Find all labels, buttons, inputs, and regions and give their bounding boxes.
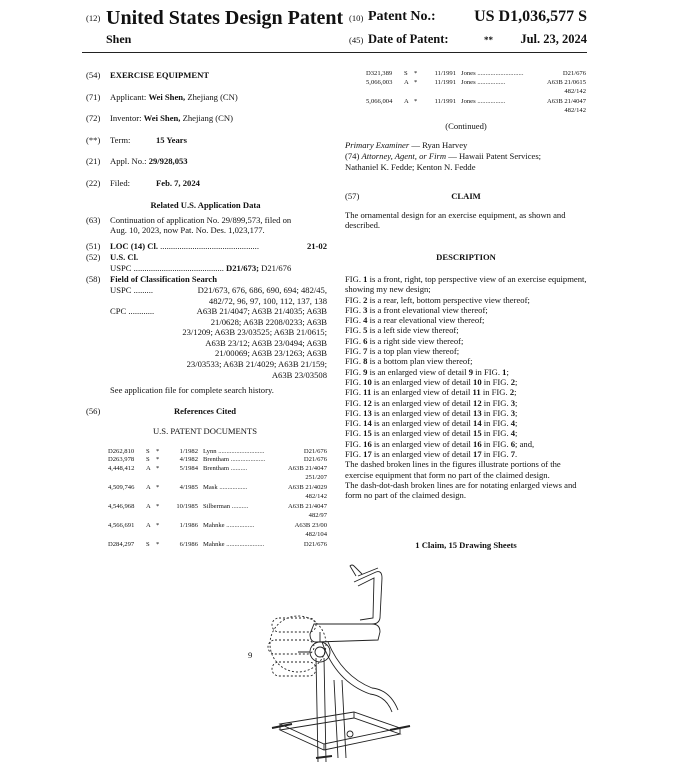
pivot-gear <box>310 642 330 662</box>
attorney-label: Attorney, Agent, or Firm <box>361 151 447 161</box>
search-cpc-line: A63B 23/12; A63B 23/0494; A63B <box>205 337 327 348</box>
reference-class-cont: 482/97 <box>308 512 327 519</box>
patent-number: US D1,036,577 S <box>474 8 587 25</box>
appl-no-value: 29/928,053 <box>148 156 188 166</box>
fig-text: is a rear elevational view thereof; <box>367 315 485 326</box>
search-cpc-line: A63B 21/4047; A63B 21/4035; A63B <box>196 306 327 316</box>
reference-star: * <box>156 465 160 472</box>
search-uspc-dots: ......... <box>133 285 153 295</box>
reference-dots: ................. <box>219 484 248 491</box>
ref-fig-number: 4 <box>510 428 516 439</box>
fig-text: is an enlarged view of detail <box>367 366 469 377</box>
primary-examiner-label: Primary Examiner <box>345 140 410 150</box>
fig-prefix: FIG. <box>345 397 364 408</box>
reference-dots: ....................... <box>226 541 265 548</box>
fig-text: in FIG. <box>481 407 511 418</box>
reference-kind: A <box>146 465 151 472</box>
reference-class: D21/676 <box>303 456 327 463</box>
reference-date: 4/1982 <box>179 456 198 463</box>
fig-number: 2 <box>363 294 368 305</box>
loc-field <box>110 241 259 252</box>
header-rule <box>82 52 587 53</box>
search-cpc-dots: ............ <box>128 306 155 316</box>
reference-name <box>203 541 264 549</box>
fig-text: is an enlarged view of detail <box>371 418 474 429</box>
fig-prefix: FIG. <box>345 366 364 377</box>
us-cl-uspc <box>110 263 291 274</box>
reference-class-cont: 482/104 <box>305 531 327 538</box>
fig-end: . <box>515 449 518 460</box>
reference-number: D262,810 <box>108 448 135 455</box>
detail-number: 13 <box>473 407 482 418</box>
reference-star: * <box>156 484 160 491</box>
fig-text: in FIG. <box>481 376 511 387</box>
applicant-label: Applicant: <box>110 92 147 102</box>
detail-label: 9 <box>248 650 253 660</box>
reference-kind: A <box>404 79 409 86</box>
figure-description <box>345 346 587 356</box>
inid-code-52: (52) <box>86 252 101 262</box>
reference-star: * <box>414 98 418 105</box>
figure-description <box>345 315 587 325</box>
figure-description <box>345 398 587 408</box>
reference-name-text: Jones <box>461 98 476 105</box>
date-of-patent: Jul. 23, 2024 <box>520 32 587 46</box>
reference-name-text: Silberman <box>203 503 231 510</box>
fig-end: ; <box>515 428 518 439</box>
search-cpc-line: 21/00069; A63B 23/1263; A63B <box>215 348 327 359</box>
search-cpc-line: A63B 23/03508 <box>271 369 327 380</box>
fig-prefix: FIG. <box>345 304 364 315</box>
reference-kind: S <box>146 456 150 463</box>
reference-date: 1/1982 <box>179 448 198 455</box>
references-heading: References Cited <box>173 406 237 416</box>
us-cl-uspc-bold: D21/673; <box>226 263 259 273</box>
loc-dots: .............................................. <box>160 241 259 251</box>
loc-label: LOC (14) Cl. <box>110 241 158 251</box>
ref-fig-number: 7 <box>510 449 516 460</box>
figure-description <box>345 336 587 346</box>
reference-star: * <box>414 79 418 86</box>
reference-class: A63B 23/00 <box>294 522 327 529</box>
fig-number: 8 <box>363 356 368 367</box>
detail-number: 17 <box>473 449 482 460</box>
reference-date: 11/1991 <box>434 70 456 77</box>
fig-text: in FIG. <box>481 449 511 460</box>
design-title: EXERCISE EQUIPMENT <box>110 70 210 80</box>
fig-number: 16 <box>363 438 372 449</box>
inid-code-22: (22) <box>86 178 101 188</box>
us-cl-uspc-rest: D21/676 <box>261 263 292 273</box>
inid-code-56: (56) <box>86 406 101 416</box>
figure-description <box>345 367 587 377</box>
reference-number: D321,389 <box>366 70 393 77</box>
fig-text: is a front elevational view thereof; <box>367 304 488 315</box>
fig-end: ; <box>515 376 518 387</box>
claims-sheets-summary: 1 Claim, 15 Drawing Sheets <box>415 540 517 550</box>
figure-description <box>345 295 587 305</box>
fig-prefix: FIG. <box>345 449 364 460</box>
figure-description <box>345 449 587 459</box>
reference-star: * <box>156 541 160 548</box>
reference-star: * <box>156 503 160 510</box>
detail-number: 12 <box>473 397 482 408</box>
figure-description <box>345 377 587 387</box>
fig-prefix: FIG. <box>345 438 364 449</box>
ref-fig-number: 6 <box>510 438 516 449</box>
term-value: 15 Years <box>156 135 187 145</box>
fig-prefix: FIG. <box>345 274 364 284</box>
fig-number: 10 <box>363 376 372 387</box>
reference-class-cont: 482/142 <box>564 88 586 95</box>
foam-roller-upper <box>272 618 316 632</box>
continuation-line-1: Continuation of application No. 29/899,573, filed on <box>110 215 292 225</box>
inid-code-12: (12) <box>86 13 101 23</box>
document-title: United States Design Patent <box>106 7 344 29</box>
reference-name-text: Lynn <box>203 448 217 455</box>
detail-number: 9 <box>468 366 474 377</box>
reference-name <box>203 448 264 456</box>
reference-star: * <box>156 456 160 463</box>
detail-number: 15 <box>473 428 482 439</box>
fig-text: is a right side view thereof; <box>367 335 464 346</box>
inid-code-51: (51) <box>86 241 101 251</box>
inventor-field <box>110 113 233 124</box>
inventor-surname: Shen <box>106 32 132 46</box>
ref-fig-number: 1 <box>502 366 507 377</box>
term-extension-mark: ** <box>484 35 493 45</box>
figure-description <box>345 418 587 428</box>
fig-text: in FIG. <box>481 428 511 439</box>
search-cpc-line: 23/1209; A63B 23/03525; A63B 21/0615; <box>182 327 327 338</box>
fig-prefix: FIG. <box>345 376 364 387</box>
loc-value: 21-02 <box>306 241 327 251</box>
fig-number: 9 <box>363 366 368 377</box>
reference-kind: S <box>146 541 150 548</box>
search-uspc <box>110 285 153 296</box>
reference-date: 6/1986 <box>179 541 198 548</box>
appl-no-label: Appl. No.: <box>110 156 147 166</box>
fig-prefix: FIG. <box>345 407 364 418</box>
us-patent-documents-heading: U.S. PATENT DOCUMENTS <box>152 426 258 436</box>
reference-class: D21/676 <box>303 541 327 548</box>
appl-no-field <box>110 156 188 167</box>
us-cl-label: U.S. Cl. <box>110 252 139 262</box>
fig-prefix: FIG. <box>345 315 364 326</box>
fig-end: ; <box>514 387 517 398</box>
fig-end: ; and, <box>515 438 535 449</box>
reference-name-text: Jones <box>461 79 476 86</box>
fig-prefix: FIG. <box>345 335 364 346</box>
claim-text: The ornamental design for an exercise equipment, as shown and described. <box>345 210 566 231</box>
figure-description <box>345 356 587 366</box>
search-cpc-line: 23/03533; A63B 21/4029; A63B 21/159; <box>186 358 327 369</box>
attorney <box>345 151 541 162</box>
inid-code-21: (21) <box>86 156 101 166</box>
fig-number: 17 <box>363 449 372 460</box>
reference-kind: A <box>404 98 409 105</box>
reference-class: A63B 21/4047 <box>287 465 327 472</box>
fig-number: 11 <box>363 387 372 398</box>
fig-number: 7 <box>363 346 368 357</box>
reference-class: A63B 21/0615 <box>546 79 586 86</box>
search-cpc <box>110 306 154 317</box>
reference-name-text: Brentham <box>203 465 230 472</box>
us-cl-uspc-dots: .......................................... <box>133 263 224 273</box>
filed-label: Filed: <box>110 178 131 188</box>
figure-description <box>345 439 587 449</box>
search-cpc-line: 21/0628; A63B 2208/0233; A63B <box>210 316 327 327</box>
search-cpc-label: CPC <box>110 306 127 316</box>
search-uspc-label: USPC <box>110 285 132 295</box>
reference-date: 11/1991 <box>434 79 456 86</box>
reference-class: A63B 21/4029 <box>287 484 327 491</box>
fig-end: ; <box>506 366 509 377</box>
reference-name <box>461 79 505 87</box>
applicant-name: Wei Shen, <box>148 92 186 102</box>
reference-dots: .......... <box>231 503 249 510</box>
inid-code-term: (**) <box>86 135 101 145</box>
fig-text: in FIG. <box>481 418 511 429</box>
detail-number: 16 <box>473 438 482 449</box>
reference-date: 10/1985 <box>176 503 198 510</box>
ref-fig-number: 4 <box>510 418 516 429</box>
reference-dots: ............................ <box>477 70 524 77</box>
reference-star: * <box>414 70 418 77</box>
reference-number: 5,066,003 <box>366 79 393 86</box>
reference-dots: ............................ <box>218 448 265 455</box>
reference-star: * <box>156 448 160 455</box>
reference-date: 11/1991 <box>434 98 456 105</box>
front-post <box>316 658 326 762</box>
figure-description <box>345 387 587 397</box>
fig-end: ; <box>515 397 518 408</box>
related-data-heading: Related U.S. Application Data <box>150 200 261 210</box>
reference-name <box>203 522 254 530</box>
fig-end: ; <box>515 418 518 429</box>
fig-prefix: FIG. <box>345 418 364 429</box>
reference-name-text: Jones <box>461 70 476 77</box>
fig-text: in FIG. <box>481 397 511 408</box>
inventor-label: Inventor: <box>110 113 142 123</box>
reference-number: 5,066,004 <box>366 98 393 105</box>
fig-prefix: FIG. <box>345 428 364 439</box>
search-history-note: See application file for complete search history. <box>110 385 274 395</box>
figure-description <box>345 408 587 418</box>
reference-name-text: Mahnke <box>203 541 225 548</box>
exercise-equipment-drawing <box>258 562 418 776</box>
reference-class: A63B 21/4047 <box>287 503 327 510</box>
reference-name <box>203 456 265 464</box>
reference-class-cont: 251/207 <box>305 474 327 481</box>
applicant-field <box>110 92 238 103</box>
fig-number: 4 <box>363 315 368 326</box>
inid-code-10: (10) <box>349 13 364 23</box>
claim-heading: CLAIM <box>451 191 481 201</box>
broken-lines-note: The dashed broken lines in the figures illustrate portions of the exercise equipment that form no part of the claimed design. <box>345 459 561 480</box>
inid-code-45: (45) <box>349 35 364 45</box>
figure-description <box>345 305 587 315</box>
reference-dots: ................. <box>477 98 506 105</box>
fig-number: 1 <box>363 274 368 284</box>
detail-number: 14 <box>473 418 482 429</box>
attorney-code: (74) <box>345 151 360 161</box>
reference-class-cont: 482/142 <box>564 107 586 114</box>
fig-text: is an enlarged view of detail <box>371 438 474 449</box>
reference-kind: S <box>404 70 408 77</box>
reference-name <box>203 465 247 473</box>
reference-star: * <box>156 522 160 529</box>
reference-class: D21/676 <box>562 70 586 77</box>
fig-prefix: FIG. <box>345 387 364 398</box>
fig-end: ; <box>515 407 518 418</box>
continued-note: (Continued) <box>445 121 487 131</box>
inid-code-72: (72) <box>86 113 101 123</box>
fig-text: is a rear, left, bottom perspective view thereof; <box>367 294 530 305</box>
detail-number: 10 <box>473 376 482 387</box>
patent-no-label: Patent No.: <box>368 9 436 24</box>
attorney-firm: — Hawaii Patent Services; <box>448 151 542 161</box>
reference-number: D284,297 <box>108 541 135 548</box>
inid-code-71: (71) <box>86 92 101 102</box>
ref-fig-number: 3 <box>510 397 516 408</box>
inid-code-54: (54) <box>86 70 101 80</box>
fig-prefix: FIG. <box>345 356 364 367</box>
fig-text: is an enlarged view of detail <box>371 449 474 460</box>
inid-code-58: (58) <box>86 274 101 284</box>
figure-description <box>345 428 587 438</box>
reference-dots: ................. <box>477 79 506 86</box>
fig-text: is an enlarged view of detail <box>371 428 474 439</box>
reference-number: 4,546,968 <box>108 503 135 510</box>
search-uspc-lines <box>198 285 327 306</box>
fig-text: in FIG. <box>481 438 511 449</box>
figure-descriptions <box>345 274 587 501</box>
us-cl-uspc-label: USPC <box>110 263 132 273</box>
fig-number: 13 <box>363 407 372 418</box>
fig-number: 5 <box>363 325 368 336</box>
fig-text: in FIG. <box>473 366 503 377</box>
ref-fig-number: 3 <box>510 407 516 418</box>
reference-kind: A <box>146 503 151 510</box>
search-uspc-line: 482/72, 96, 97, 100, 112, 137, 138 <box>208 295 327 306</box>
reference-number: 4,509,746 <box>108 484 135 491</box>
ref-fig-number: 2 <box>509 387 515 398</box>
fig-number: 14 <box>363 418 372 429</box>
reference-class: D21/676 <box>303 448 327 455</box>
reference-kind: S <box>146 448 150 455</box>
applicant-place: Zhejiang (CN) <box>187 92 238 102</box>
reference-kind: A <box>146 522 151 529</box>
filed-date: Feb. 7, 2024 <box>156 178 200 188</box>
fig-text: is an enlarged view of detail <box>371 376 474 387</box>
classification-search-label: Field of Classification Search <box>110 274 218 284</box>
description-heading: DESCRIPTION <box>436 252 496 262</box>
fig-text: is an enlarged view of detail <box>371 407 474 418</box>
dash-dot-note: The dash-dot-dash broken lines are for notating enlarged views and form no part of the claimed design. <box>345 479 577 501</box>
search-uspc-line: D21/673, 676, 686, 690, 694; 482/45, <box>197 285 327 295</box>
figure-description <box>345 325 587 335</box>
reference-kind: A <box>146 484 151 491</box>
reference-name <box>203 503 248 511</box>
fig-text: is an enlarged view of detail <box>371 397 474 408</box>
figure-description <box>345 274 587 295</box>
search-cpc-lines <box>182 306 327 380</box>
reference-name-text: Brentham <box>203 456 230 463</box>
reference-name <box>461 98 505 106</box>
ref-fig-number: 2 <box>510 376 516 387</box>
fig-prefix: FIG. <box>345 325 364 336</box>
fig-number: 6 <box>363 335 368 346</box>
date-of-patent-label: Date of Patent: <box>368 32 449 46</box>
reference-name-text: Mahnke <box>203 522 225 529</box>
primary-examiner <box>345 140 467 151</box>
fig-prefix: FIG. <box>345 346 364 357</box>
reference-name <box>461 70 523 78</box>
fig-text: is a top plan view thereof; <box>367 346 460 357</box>
fig-text: is a left side view thereof; <box>367 325 459 336</box>
detail-number: 11 <box>472 387 481 398</box>
inventor-place: Zhejiang (CN) <box>182 113 233 123</box>
fig-text: is a front, right, top perspective view of an exercise equipment, showing my new design; <box>345 274 587 295</box>
reference-dots: ..................... <box>230 456 266 463</box>
inid-code-63: (63) <box>86 215 101 225</box>
inventor-name: Wei Shen, <box>143 113 181 123</box>
fig-number: 3 <box>363 304 368 315</box>
handle-bar <box>350 565 378 576</box>
reference-number: 4,448,412 <box>108 465 135 472</box>
reference-dots: ................. <box>226 522 255 529</box>
reference-dots: .......... <box>230 465 248 472</box>
continuation-line-2: Aug. 10, 2023, now Pat. No. Des. 1,023,177. <box>110 225 265 235</box>
fig-text: is a bottom plan view thereof; <box>367 356 473 367</box>
reference-name-text: Mask <box>203 484 218 491</box>
reference-name <box>203 484 247 492</box>
back-pad <box>354 572 382 624</box>
reference-class: A63B 21/4047 <box>546 98 586 105</box>
reference-date: 5/1984 <box>179 465 198 472</box>
fig-prefix: FIG. <box>345 294 364 305</box>
reference-class-cont: 482/142 <box>305 493 327 500</box>
primary-examiner-name: — Ryan Harvey <box>411 140 468 150</box>
fig-number: 12 <box>363 397 372 408</box>
term-label: Term: <box>110 135 131 145</box>
reference-number: 4,566,691 <box>108 522 135 529</box>
fig-number: 15 <box>363 428 372 439</box>
attorney-names: Nathaniel K. Fedde; Kenton N. Fedde <box>345 162 476 172</box>
fig-text: in FIG. <box>480 387 510 398</box>
reference-date: 4/1985 <box>179 484 198 491</box>
fig-text: is an enlarged view of detail <box>371 387 473 398</box>
reference-date: 1/1986 <box>179 522 198 529</box>
reference-number: D263,978 <box>108 456 135 463</box>
inid-code-57: (57) <box>345 191 360 201</box>
